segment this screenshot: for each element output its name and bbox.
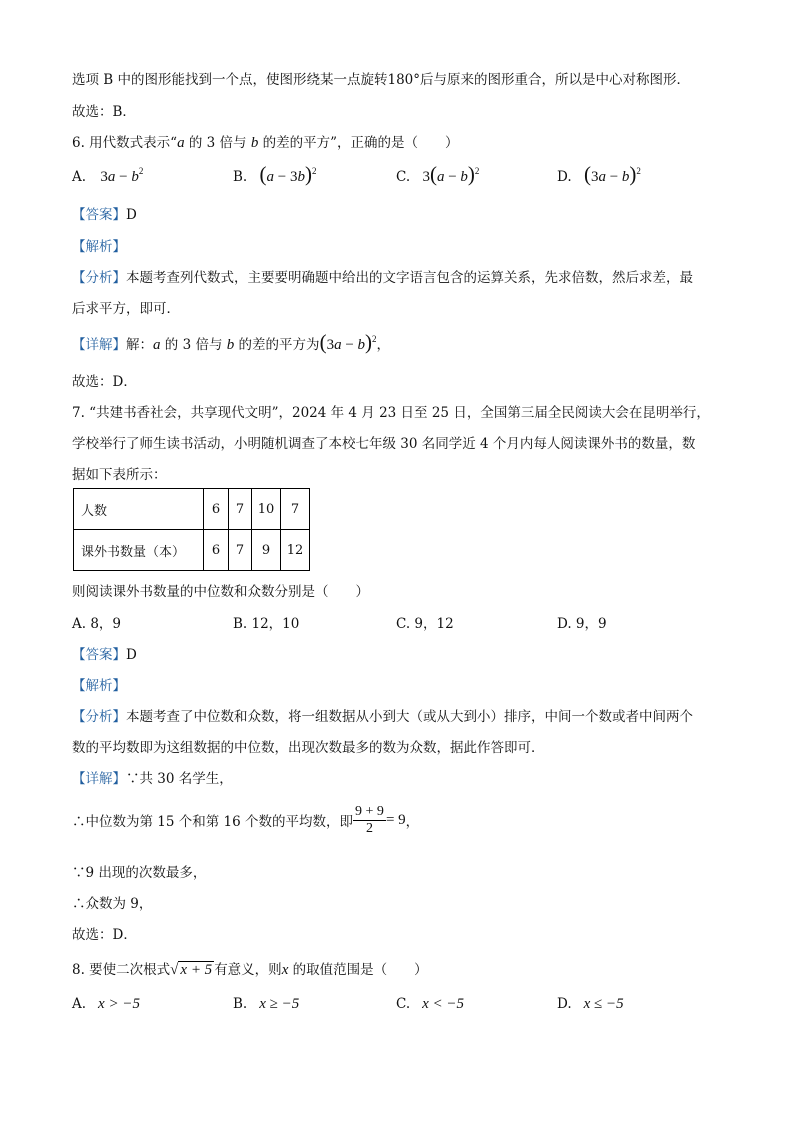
intro-line: 选项 B 中的图形能找到一个点，使图形绕某一点旋转180°后与原来的图形重合，所以是中心对称图形． [72, 72, 691, 88]
q7-option-d: D. 9，9 [557, 616, 607, 632]
q7-question: 则阅读课外书数量的中位数和众数分别是（ ） [72, 584, 369, 600]
row-label-books: 课外书数量（本） [74, 530, 204, 571]
q7-fenxi: 【分析】本题考查了中位数和众数，将一组数据从小到大（或从大到小）排序，中间一个数或者中间两个 [72, 709, 693, 725]
q7-option-a: A. 8，9 [72, 616, 122, 632]
row-label-people: 人数 [74, 489, 204, 530]
q7-analysis-tag: 【解析】 [72, 678, 126, 694]
q6-option-d: D. $(3a - b)^2$ [557, 162, 641, 186]
q7-stem-line1: 7. “共建书香社会，共享现代文明”，2024 年 4 月 23 日至 25 日，全国第三届全民阅读大会在昆明举行， [72, 405, 710, 421]
table-cell: 10 [252, 489, 281, 530]
table-cell: 12 [281, 530, 310, 571]
q6-choice: 故选：D． [72, 374, 137, 390]
q6-option-b: B. $(a - 3b)^2$ [233, 162, 317, 186]
table-cell: 6 [204, 489, 229, 530]
q7-mode-result: ∴众数为 9， [72, 896, 153, 912]
q6-option-c: C. $3(a - b)^2$ [396, 162, 480, 186]
q6-detail: 【详解】解：a 的 3 倍与 b 的差的平方为$(3a - b)^2$， [72, 330, 391, 354]
q8-stem: 8. 要使二次根式√ x + 5 有意义，则x 的取值范围是（ ） [72, 962, 428, 978]
q8-option-a: A. x > −5 [72, 996, 140, 1012]
median-fraction: $\frac{9 + 9}{2}$ [355, 803, 384, 836]
q7-option-b: B. 12，10 [233, 616, 300, 632]
reading-data-table [73, 488, 310, 571]
q7-fenxi-cont: 数的平均数即为这组数据的中位数，出现次数最多的数为众数，据此作答即可． [72, 740, 545, 756]
q7-option-c: C. 9，12 [396, 616, 454, 632]
q6-analysis-tag: 【解析】 [72, 239, 126, 255]
q6-answer: 【答案】D [72, 207, 137, 223]
q8-option-d: D. x ≤ −5 [557, 996, 624, 1012]
table-cell: 7 [229, 489, 252, 530]
q8-option-b: B. x ≥ −5 [233, 996, 300, 1012]
q7-choice: 故选：D． [72, 927, 137, 943]
q7-detail: 【详解】∵共 30 名学生， [72, 771, 233, 787]
radical-expression: √ x + 5 [170, 962, 213, 978]
q6-fenxi-cont: 后求平方，即可． [72, 301, 180, 317]
table-cell: 7 [281, 489, 310, 530]
intro-choice: 故选：B． [72, 104, 136, 120]
table-row [74, 489, 310, 530]
table-cell: 7 [229, 530, 252, 571]
table-row [74, 530, 310, 571]
q6-fenxi: 【分析】本题考查列代数式，主要要明确题中给出的文字语言包含的运算关系，先求倍数，然后求差，最 [72, 270, 693, 286]
q7-stem-line3: 据如下表所示： [72, 467, 167, 483]
q7-answer: 【答案】D [72, 647, 137, 663]
q6-stem: 6. 用代数式表示“a 的 3 倍与 b 的差的平方”，正确的是（ ） [72, 135, 459, 151]
q7-median-line: ∴中位数为第 15 个和第 16 个数的平均数，即 $\frac{9 + 9}{2}$ = 9 ， [72, 803, 420, 836]
table-cell: 9 [252, 530, 281, 571]
table-cell: 6 [204, 530, 229, 571]
q8-option-c: C. x < −5 [396, 996, 465, 1012]
q6-option-a: A. $3a - b^2$ [72, 166, 144, 185]
q7-stem-line2: 学校举行了师生读书活动，小明随机调查了本校七年级 30 名同学近 4 个月内每人阅读课外书的数量，数 [72, 436, 696, 452]
q7-mode-reason: ∵9 出现的次数最多， [72, 865, 207, 881]
